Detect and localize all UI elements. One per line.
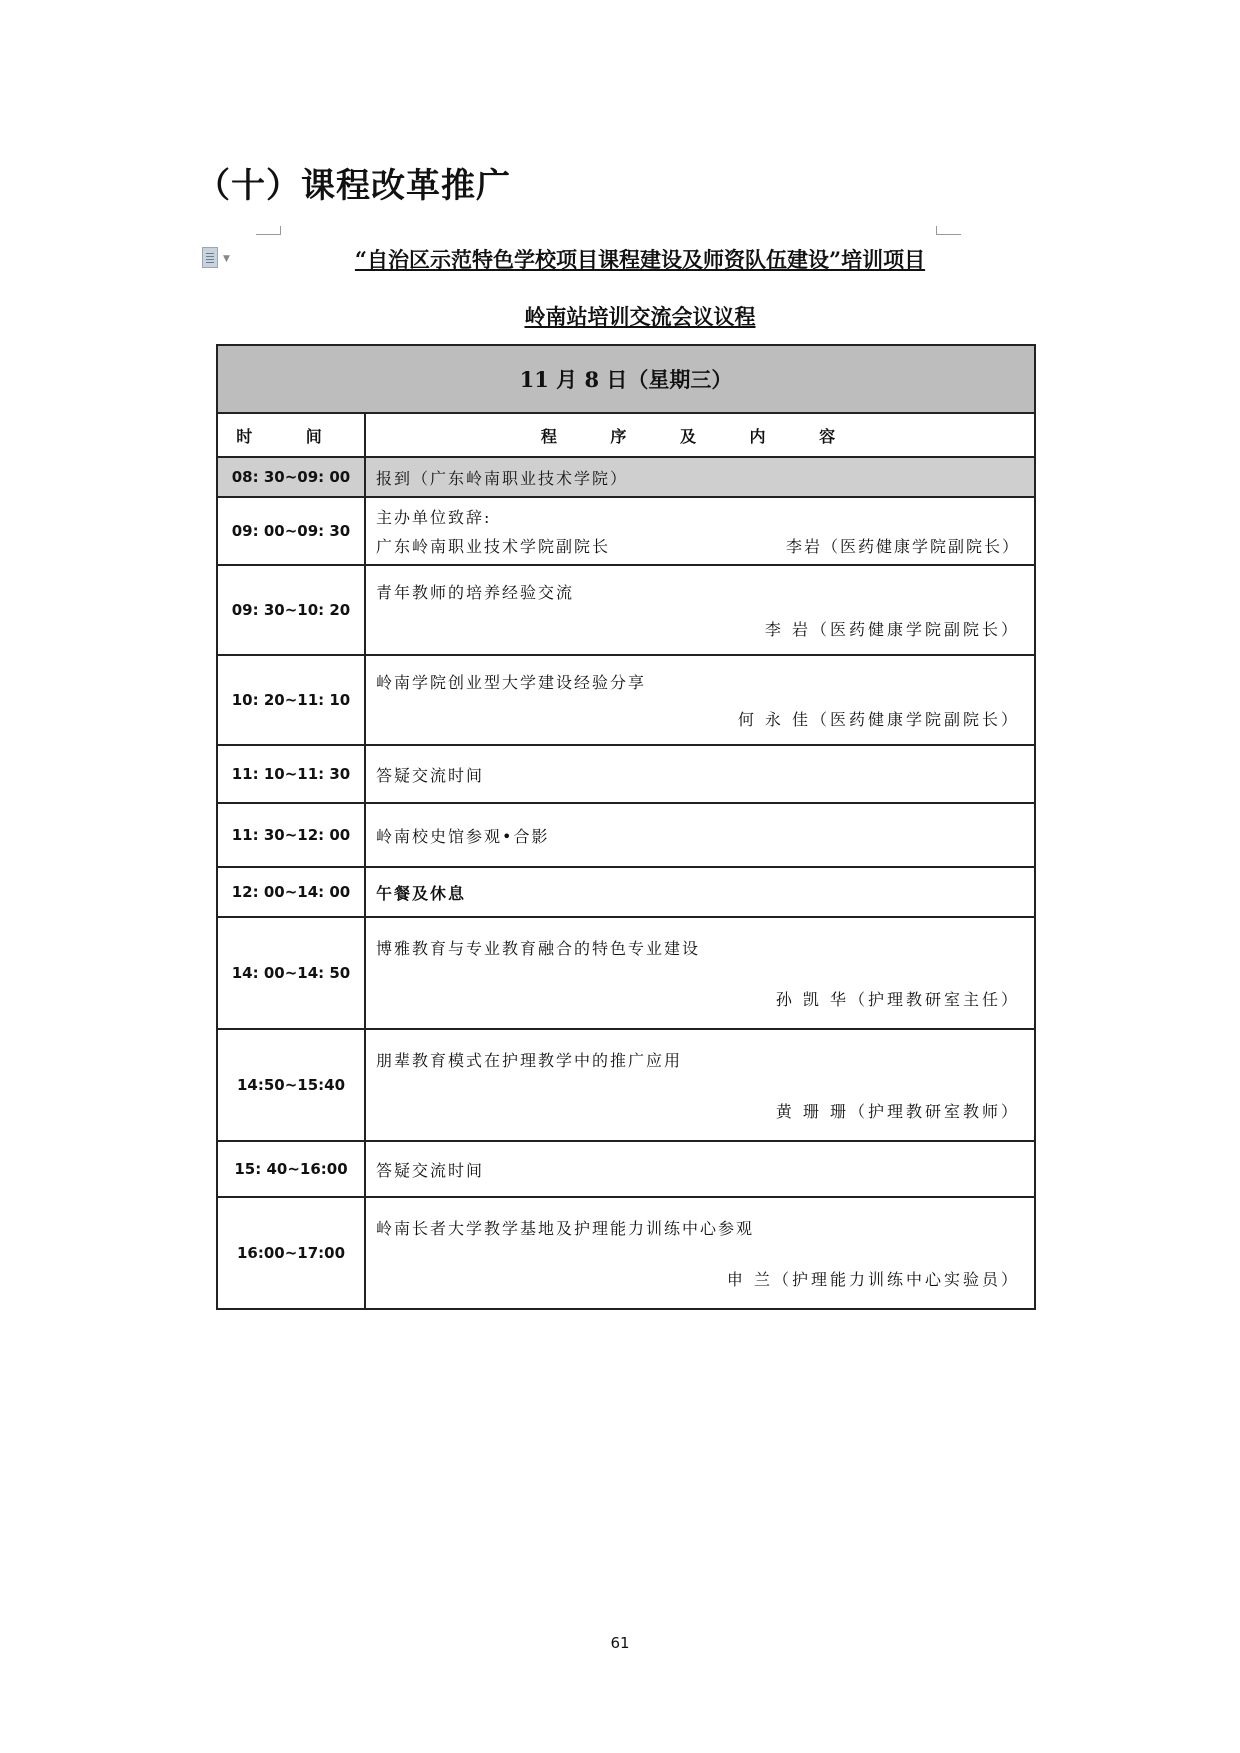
speaker: 黄 珊 珊（护理教研室教师） — [775, 1102, 1020, 1121]
speaker: 孙 凯 华（护理教研室主任） — [775, 990, 1020, 1009]
time-cell: 10: 20~11: 10 — [217, 655, 365, 745]
content-column-header: 程 序 及 内 容 — [365, 413, 1035, 457]
corner-mark-right — [936, 226, 961, 235]
table-row — [217, 497, 1035, 565]
time-column-header: 时 间 — [217, 413, 365, 457]
content-cell — [365, 803, 1035, 867]
agenda-item: 青年教师的培养经验交流 — [376, 583, 575, 602]
agenda-item: 主办单位致辞: — [376, 508, 492, 527]
table-row — [217, 803, 1035, 867]
agenda-item: 岭南学院创业型大学建设经验分享 — [376, 673, 647, 692]
speaker: 何 永 佳（医药健康学院副院长） — [737, 710, 1020, 729]
table-row — [217, 1141, 1035, 1197]
agenda-item: 岭南长者大学教学基地及护理能力训练中心参观 — [376, 1219, 755, 1238]
content-cell — [365, 497, 1035, 565]
document-subtitle: 岭南站培训交流会议议程 — [524, 304, 756, 329]
column-header-row — [217, 413, 1035, 457]
speaker: 申 兰（护理能力训练中心实验员） — [726, 1270, 1020, 1289]
content-cell — [365, 1141, 1035, 1197]
time-cell: 15: 40~16:00 — [217, 1141, 365, 1197]
content-cell — [365, 565, 1035, 655]
corner-mark-left — [256, 226, 281, 235]
table-row — [217, 1029, 1035, 1141]
table-row — [217, 917, 1035, 1029]
time-cell: 08: 30~09: 00 — [217, 457, 365, 497]
agenda-item-detail: 广东岭南职业技术学院副院长 — [376, 537, 611, 556]
agenda-item: 午餐及休息 — [376, 883, 467, 903]
content-cell — [365, 457, 1035, 497]
time-cell: 14:50~15:40 — [217, 1029, 365, 1141]
page-number: 61 — [610, 1634, 630, 1652]
time-cell: 12: 00~14: 00 — [217, 867, 365, 917]
time-cell: 09: 30~10: 20 — [217, 565, 365, 655]
agenda-item: 岭南校史馆参观•合影 — [376, 826, 550, 846]
date-header: 11 月 8 日（星期三） — [217, 345, 1035, 413]
content-cell — [365, 745, 1035, 803]
agenda-item: 答疑交流时间 — [376, 765, 485, 785]
section-heading: （十）课程改革推广 — [196, 166, 511, 206]
content-cell — [365, 1029, 1035, 1141]
speaker: 李 岩（医药健康学院副院长） — [764, 620, 1020, 639]
document-title: “自治区示范特色学校项目课程建设及师资队伍建设”培训项目 — [354, 247, 926, 272]
speaker: 李岩（医药健康学院副院长） — [785, 537, 1020, 556]
table-row — [217, 867, 1035, 917]
table-row — [217, 457, 1035, 497]
table-row — [217, 655, 1035, 745]
table-row — [217, 565, 1035, 655]
table-row — [217, 1197, 1035, 1309]
table-row — [217, 745, 1035, 803]
time-cell: 11: 30~12: 00 — [217, 803, 365, 867]
content-cell — [365, 867, 1035, 917]
date-row — [217, 345, 1035, 413]
time-cell: 09: 00~09: 30 — [217, 497, 365, 565]
schedule-table — [216, 344, 1036, 1310]
time-cell: 16:00~17:00 — [217, 1197, 365, 1309]
dropdown-arrow-icon[interactable]: ▼ — [223, 254, 230, 264]
agenda-item: 报到（广东岭南职业技术学院） — [376, 468, 629, 488]
agenda-item: 答疑交流时间 — [376, 1160, 485, 1180]
time-cell: 11: 10~11: 30 — [217, 745, 365, 803]
content-cell — [365, 1197, 1035, 1309]
time-cell: 14: 00~14: 50 — [217, 917, 365, 1029]
agenda-item: 朋辈教育模式在护理教学中的推广应用 — [376, 1051, 683, 1070]
content-cell — [365, 917, 1035, 1029]
content-cell — [365, 655, 1035, 745]
agenda-item: 博雅教育与专业教育融合的特色专业建设 — [376, 939, 701, 958]
